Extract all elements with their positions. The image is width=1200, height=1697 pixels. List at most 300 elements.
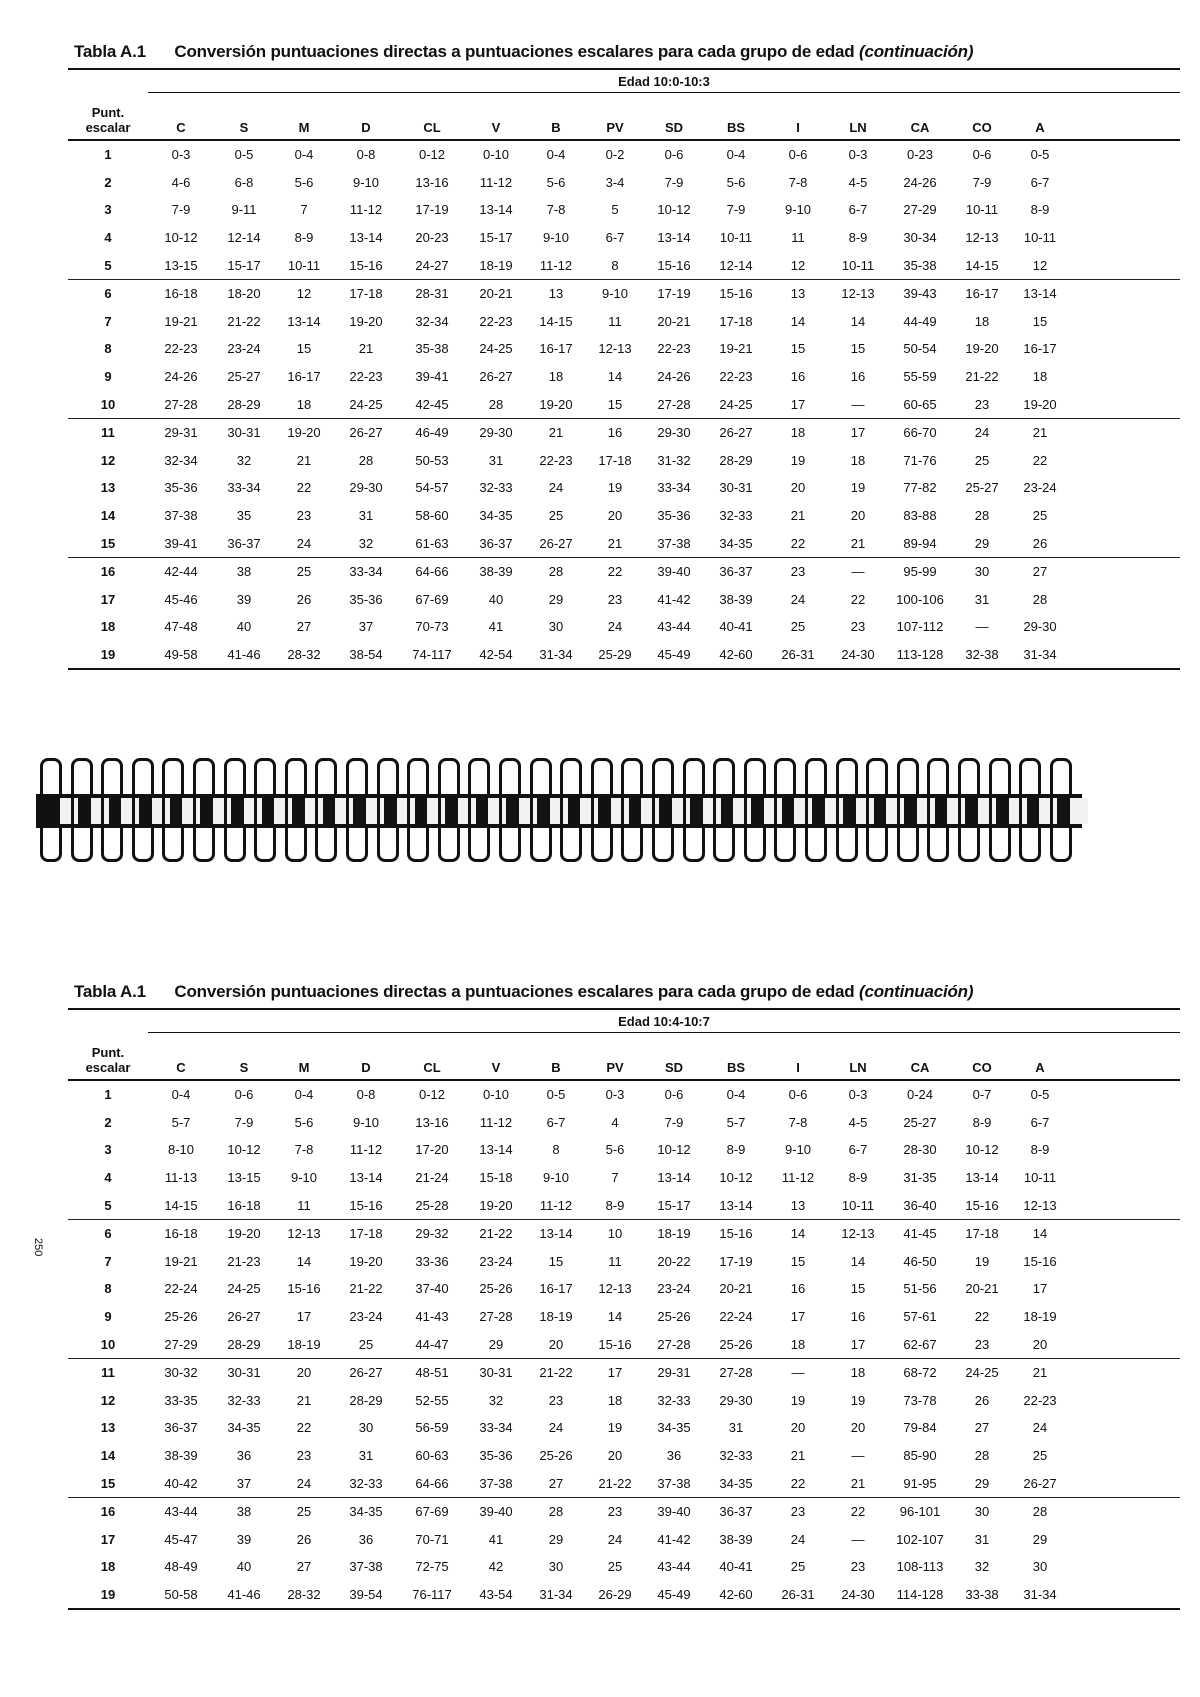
raw-range-cell: 15 <box>607 396 623 412</box>
raw-range-cell: 39-43 <box>903 286 937 302</box>
scaled-score-cell: 10 <box>100 1336 116 1352</box>
raw-range-cell: 100-106 <box>896 591 944 607</box>
raw-range-cell: 17-18 <box>349 1226 383 1242</box>
raw-range-cell: 19-20 <box>349 313 383 329</box>
scaled-score-cell: 1 <box>104 1087 112 1103</box>
raw-range-cell: 18 <box>850 1365 866 1381</box>
raw-range-cell: 19 <box>850 480 866 496</box>
raw-range-cell: 24-26 <box>903 174 937 190</box>
raw-range-cell: 23 <box>607 591 623 607</box>
raw-range-cell: 24-25 <box>965 1365 999 1381</box>
raw-range-cell: 31-34 <box>1023 1586 1057 1602</box>
binding-ring <box>132 758 154 862</box>
raw-range-cell: 5-6 <box>546 174 566 190</box>
raw-range-cell: 29 <box>974 1475 990 1491</box>
raw-range-cell: 26-27 <box>227 1309 261 1325</box>
raw-range-cell: 32 <box>488 1392 504 1408</box>
raw-range-cell: 96-101 <box>899 1504 941 1520</box>
raw-range-cell: 27-29 <box>164 1336 198 1352</box>
raw-range-cell: 41 <box>488 619 504 635</box>
raw-range-cell: 0-5 <box>1030 147 1050 163</box>
raw-range-cell: 41-43 <box>415 1309 449 1325</box>
raw-range-cell: 20 <box>1032 1336 1048 1352</box>
raw-range-cell: 38-54 <box>349 646 383 662</box>
raw-range-cell: 29-31 <box>657 1365 691 1381</box>
raw-range-cell: 45-47 <box>164 1531 198 1547</box>
table-row <box>68 502 1180 530</box>
raw-range-cell: 39-41 <box>415 369 449 385</box>
raw-range-cell: 27-28 <box>657 1336 691 1352</box>
column-header-cl: CL <box>423 1060 441 1075</box>
raw-range-cell: 114-128 <box>896 1586 944 1602</box>
table-row <box>68 1164 1180 1192</box>
table-row <box>68 1081 1180 1109</box>
punt-label: Punt. <box>91 105 125 120</box>
raw-range-cell: 12 <box>1032 257 1048 273</box>
table-row <box>68 251 1180 280</box>
raw-range-cell: 7-9 <box>234 1114 254 1130</box>
raw-range-cell: 27-28 <box>719 1365 753 1381</box>
raw-range-cell: 40 <box>236 1559 252 1575</box>
raw-range-cell: 11-12 <box>479 174 513 190</box>
raw-range-cell: 31-32 <box>657 452 691 468</box>
binding-ring <box>40 758 62 862</box>
raw-range-cell: 0-10 <box>482 1087 510 1103</box>
raw-range-cell: 16-17 <box>287 369 321 385</box>
raw-range-cell: 11-12 <box>349 1142 383 1158</box>
raw-range-cell: 40-42 <box>164 1475 198 1491</box>
raw-range-cell: 24 <box>790 591 806 607</box>
raw-range-cell: 8-9 <box>605 1197 625 1213</box>
raw-range-cell: 37-40 <box>415 1281 449 1297</box>
binding-ring <box>315 758 337 862</box>
raw-range-cell: 16-17 <box>539 1281 573 1297</box>
raw-range-cell: 34-35 <box>719 535 753 551</box>
raw-range-cell: 27 <box>1032 564 1048 580</box>
raw-range-cell: 25-27 <box>903 1114 937 1130</box>
scaled-score-cell: 17 <box>100 1531 116 1547</box>
raw-range-cell: 15-16 <box>657 257 691 273</box>
raw-range-cell: 20 <box>607 1448 623 1464</box>
scaled-score-cell: 19 <box>100 646 116 662</box>
raw-range-cell: 22 <box>607 564 623 580</box>
raw-range-cell: 30-31 <box>227 425 261 441</box>
column-header-v: V <box>491 120 501 135</box>
raw-range-cell: 42-44 <box>164 564 198 580</box>
raw-range-cell: 23 <box>850 619 866 635</box>
raw-range-cell: 0-3 <box>848 147 868 163</box>
raw-range-cell: 9-10 <box>290 1170 318 1186</box>
raw-range-cell: 21-22 <box>598 1475 632 1491</box>
binding-ring <box>377 758 399 862</box>
raw-range-cell: 16-17 <box>539 341 573 357</box>
raw-range-cell: 8-10 <box>167 1142 195 1158</box>
raw-range-cell: 35-36 <box>349 591 383 607</box>
raw-range-cell: 15 <box>790 1253 806 1269</box>
column-header-m: M <box>298 1060 310 1075</box>
binding-ring <box>1050 758 1072 862</box>
scaled-score-cell: 18 <box>100 1559 116 1575</box>
binding-ring <box>224 758 246 862</box>
raw-range-cell: 48-51 <box>415 1365 449 1381</box>
raw-range-cell: 17 <box>607 1365 623 1381</box>
raw-range-cell: 21-22 <box>539 1365 573 1381</box>
raw-range-cell: 18-19 <box>1023 1309 1057 1325</box>
raw-range-cell: 41-46 <box>227 646 261 662</box>
raw-range-cell: 18 <box>850 452 866 468</box>
raw-range-cell: 25 <box>296 1504 312 1520</box>
raw-range-cell: 18 <box>607 1392 623 1408</box>
raw-range-cell: 15-16 <box>349 1197 383 1213</box>
raw-range-cell: 43-44 <box>657 1559 691 1575</box>
binding-ring <box>774 758 796 862</box>
raw-range-cell: 25 <box>1032 508 1048 524</box>
raw-range-cell: 16-17 <box>965 286 999 302</box>
raw-range-cell: 19 <box>790 1392 806 1408</box>
raw-range-cell: 39-40 <box>479 1504 513 1520</box>
raw-range-cell: 7-9 <box>664 174 684 190</box>
raw-range-cell: 28 <box>488 396 504 412</box>
raw-range-cell: 9-10 <box>784 202 812 218</box>
raw-range-cell: 15 <box>850 341 866 357</box>
raw-range-cell: 32-38 <box>965 646 999 662</box>
raw-range-cell: 13-16 <box>415 174 449 190</box>
column-header-ln: LN <box>849 120 867 135</box>
raw-range-cell: 7-8 <box>294 1142 314 1158</box>
raw-range-cell: 14 <box>296 1253 312 1269</box>
raw-range-cell: 16-18 <box>164 286 198 302</box>
raw-range-cell: 17 <box>1032 1281 1048 1297</box>
raw-range-cell: 10-12 <box>719 1170 753 1186</box>
raw-range-cell: 15 <box>296 341 312 357</box>
raw-range-cell: 18-19 <box>287 1336 321 1352</box>
raw-range-cell: 24 <box>974 425 990 441</box>
raw-range-cell: 32-34 <box>415 313 449 329</box>
raw-range-cell: 19-21 <box>719 341 753 357</box>
raw-range-cell: 14-15 <box>965 257 999 273</box>
raw-range-cell: 10-11 <box>841 1197 875 1213</box>
raw-range-cell: 9-10 <box>352 1114 380 1130</box>
raw-range-cell: 21 <box>296 1392 312 1408</box>
raw-range-cell: 0-4 <box>546 147 566 163</box>
table-row <box>68 419 1180 447</box>
raw-range-cell: 22-23 <box>657 341 691 357</box>
raw-range-cell: 64-66 <box>415 1475 449 1491</box>
raw-range-cell: 33-35 <box>164 1392 198 1408</box>
raw-range-cell: 18 <box>296 396 312 412</box>
raw-range-cell: 26-27 <box>349 1365 383 1381</box>
scaled-score-cell: 10 <box>100 396 116 412</box>
raw-range-cell: 10-12 <box>657 1142 691 1158</box>
raw-range-cell: 20-21 <box>965 1281 999 1297</box>
column-header-m: M <box>298 120 310 135</box>
column-header-a: A <box>1035 120 1045 135</box>
raw-range-cell: 7-8 <box>788 1114 808 1130</box>
raw-range-cell: 102-107 <box>896 1531 944 1547</box>
raw-range-cell: 18 <box>790 1336 806 1352</box>
raw-range-cell: 68-72 <box>903 1365 937 1381</box>
raw-range-cell: 20 <box>607 508 623 524</box>
raw-range-cell: 51-56 <box>903 1281 937 1297</box>
raw-range-cell: 18-19 <box>539 1309 573 1325</box>
raw-range-cell: 25-28 <box>415 1197 449 1213</box>
raw-range-cell: 25-26 <box>539 1448 573 1464</box>
raw-range-cell: 29-31 <box>164 425 198 441</box>
raw-range-cell: 30 <box>548 1559 564 1575</box>
table-row <box>68 558 1180 586</box>
raw-range-cell: 58-60 <box>415 508 449 524</box>
raw-range-cell: 37-38 <box>349 1559 383 1575</box>
raw-range-cell: 5-7 <box>726 1114 746 1130</box>
table-row <box>68 1414 1180 1442</box>
raw-range-cell: 20 <box>790 1420 806 1436</box>
raw-range-cell: 34-35 <box>227 1420 261 1436</box>
raw-range-cell: — <box>851 564 865 580</box>
raw-range-cell: 22-23 <box>719 369 753 385</box>
raw-range-cell: 10-11 <box>841 257 875 273</box>
raw-range-cell: 32 <box>974 1559 990 1575</box>
raw-range-cell: 57-61 <box>903 1309 937 1325</box>
column-header-d: D <box>361 120 371 135</box>
raw-range-cell: 14-15 <box>164 1197 198 1213</box>
raw-range-cell: 7-8 <box>546 202 566 218</box>
scaled-score-cell: 3 <box>104 202 112 218</box>
raw-range-cell: 40 <box>488 591 504 607</box>
raw-range-cell: 21 <box>1032 1365 1048 1381</box>
raw-range-cell: 35 <box>236 508 252 524</box>
raw-range-cell: 19 <box>607 1420 623 1436</box>
table-row <box>68 141 1180 169</box>
spiral-binding <box>36 752 1082 862</box>
raw-range-cell: 17 <box>790 396 806 412</box>
raw-range-cell: 79-84 <box>903 1420 937 1436</box>
raw-range-cell: 23-24 <box>1023 480 1057 496</box>
column-header-v: V <box>491 1060 501 1075</box>
raw-range-cell: 34-35 <box>657 1420 691 1436</box>
raw-range-cell: 22-23 <box>1023 1392 1057 1408</box>
column-header-sd: SD <box>664 1060 684 1075</box>
raw-range-cell: 28 <box>1032 1504 1048 1520</box>
raw-range-cell: 33-34 <box>349 564 383 580</box>
raw-range-cell: 29-30 <box>349 480 383 496</box>
raw-range-cell: 41-42 <box>657 591 691 607</box>
raw-range-cell: 40 <box>236 619 252 635</box>
raw-range-cell: 10-12 <box>657 202 691 218</box>
raw-range-cell: 21-24 <box>415 1170 449 1186</box>
raw-range-cell: 32-34 <box>164 452 198 468</box>
table-row <box>68 1303 1180 1331</box>
raw-range-cell: 10-11 <box>719 230 753 246</box>
raw-range-cell: 46-50 <box>903 1253 937 1269</box>
raw-range-cell: 22-24 <box>719 1309 753 1325</box>
raw-range-cell: 36 <box>358 1531 374 1547</box>
raw-range-cell: 28 <box>548 1504 564 1520</box>
raw-range-cell: 30-31 <box>719 480 753 496</box>
raw-range-cell: 23 <box>850 1559 866 1575</box>
raw-range-cell: 19-20 <box>1023 396 1057 412</box>
raw-range-cell: 95-99 <box>903 564 937 580</box>
table-row <box>68 529 1180 558</box>
raw-range-cell: 36-40 <box>903 1197 937 1213</box>
raw-range-cell: 50-54 <box>903 341 937 357</box>
raw-range-cell: — <box>851 1448 865 1464</box>
raw-range-cell: 22 <box>296 480 312 496</box>
scaled-score-cell: 17 <box>100 591 116 607</box>
raw-range-cell: 17-19 <box>719 1253 753 1269</box>
raw-range-cell: 30 <box>358 1420 374 1436</box>
raw-range-cell: 5-6 <box>294 174 314 190</box>
raw-range-cell: 9-10 <box>352 174 380 190</box>
raw-range-cell: 21 <box>358 341 374 357</box>
raw-range-cell: 13-14 <box>965 1170 999 1186</box>
raw-range-cell: 23 <box>296 508 312 524</box>
scaled-score-cell: 6 <box>104 1226 112 1242</box>
binding-ring <box>958 758 980 862</box>
table-block-1 <box>68 42 1180 670</box>
raw-range-cell: 17-19 <box>657 286 691 302</box>
scaled-score-cell: 2 <box>104 174 112 190</box>
raw-range-cell: 31 <box>358 1448 374 1464</box>
raw-range-cell: 25 <box>358 1336 374 1352</box>
binding-ring <box>285 758 307 862</box>
raw-range-cell: 3-4 <box>605 174 625 190</box>
age-group-label: Edad 10:0-10:3 <box>618 74 710 89</box>
raw-range-cell: 12 <box>296 286 312 302</box>
scaled-score-cell: 3 <box>104 1142 112 1158</box>
raw-range-cell: 28-29 <box>227 396 261 412</box>
punt-label: Punt. <box>91 1045 125 1060</box>
raw-range-cell: 6-8 <box>234 174 254 190</box>
raw-range-cell: 24 <box>548 1420 564 1436</box>
raw-range-cell: 55-59 <box>903 369 937 385</box>
raw-range-cell: 36 <box>236 1448 252 1464</box>
binding-ring <box>101 758 123 862</box>
raw-range-cell: 20-21 <box>719 1281 753 1297</box>
raw-range-cell: 67-69 <box>415 591 449 607</box>
raw-range-cell: 7-9 <box>664 1114 684 1130</box>
raw-range-cell: 35-38 <box>903 257 937 273</box>
raw-range-cell: 16 <box>850 369 866 385</box>
raw-range-cell: 13-14 <box>657 230 691 246</box>
raw-range-cell: 32-33 <box>719 508 753 524</box>
raw-range-cell: 0-6 <box>234 1087 254 1103</box>
raw-range-cell: 13-15 <box>164 257 198 273</box>
raw-range-cell: 19-20 <box>539 396 573 412</box>
raw-range-cell: 24 <box>548 480 564 496</box>
raw-range-cell: 8-9 <box>848 230 868 246</box>
raw-range-cell: 16 <box>790 369 806 385</box>
raw-range-cell: 24-25 <box>349 396 383 412</box>
raw-range-cell: 7-9 <box>171 202 191 218</box>
raw-range-cell: 29-30 <box>719 1392 753 1408</box>
table-row <box>68 1330 1180 1359</box>
raw-range-cell: 60-65 <box>903 396 937 412</box>
raw-range-cell: 61-63 <box>415 535 449 551</box>
table-caption <box>74 42 1180 62</box>
raw-range-cell: 28 <box>974 1448 990 1464</box>
raw-range-cell: 10-12 <box>164 230 198 246</box>
raw-range-cell: 24 <box>296 535 312 551</box>
raw-range-cell: 26-31 <box>781 1586 815 1602</box>
raw-range-cell: 29 <box>548 591 564 607</box>
column-header-row <box>68 1033 1180 1081</box>
table-body <box>68 1081 1180 1610</box>
raw-range-cell: 21-22 <box>965 369 999 385</box>
raw-range-cell: 30 <box>1032 1559 1048 1575</box>
raw-range-cell: 54-57 <box>415 480 449 496</box>
raw-range-cell: 38-39 <box>479 564 513 580</box>
raw-range-cell: 12-13 <box>841 286 875 302</box>
raw-range-cell: 21-23 <box>227 1253 261 1269</box>
table-block-2 <box>68 982 1180 1610</box>
table-row <box>68 586 1180 614</box>
column-header-ca: CA <box>910 1060 930 1075</box>
raw-range-cell: 10 <box>607 1226 623 1242</box>
raw-range-cell: 26-27 <box>539 535 573 551</box>
raw-range-cell: 32-33 <box>657 1392 691 1408</box>
table-row <box>68 363 1180 391</box>
raw-range-cell: 23 <box>974 1336 990 1352</box>
raw-range-cell: 9-10 <box>601 286 629 302</box>
raw-range-cell: 26-27 <box>479 369 513 385</box>
raw-range-cell: 5 <box>611 202 619 218</box>
scaled-score-cell: 6 <box>104 286 112 302</box>
raw-range-cell: 76-117 <box>412 1586 452 1602</box>
table-row <box>68 1275 1180 1303</box>
raw-range-cell: 22 <box>790 535 806 551</box>
raw-range-cell: 26 <box>296 591 312 607</box>
table-row <box>68 1109 1180 1137</box>
raw-range-cell: 13 <box>790 1197 806 1213</box>
raw-range-cell: 28 <box>974 508 990 524</box>
raw-range-cell: 25 <box>974 452 990 468</box>
raw-range-cell: 20 <box>790 480 806 496</box>
raw-range-cell: 19-20 <box>349 1253 383 1269</box>
scaled-score-cell: 18 <box>100 619 116 635</box>
raw-range-cell: 15-16 <box>719 1226 753 1242</box>
table-row <box>68 1248 1180 1276</box>
table-row <box>68 335 1180 363</box>
raw-range-cell: 25-27 <box>965 480 999 496</box>
raw-range-cell: 31 <box>974 1531 990 1547</box>
raw-range-cell: 24 <box>1032 1420 1048 1436</box>
raw-range-cell: 27 <box>296 619 312 635</box>
raw-range-cell: 21-22 <box>479 1226 513 1242</box>
raw-range-cell: 19 <box>974 1253 990 1269</box>
raw-range-cell: 38-39 <box>719 1531 753 1547</box>
punt-escalar-header <box>68 1045 148 1079</box>
raw-range-cell: 39-40 <box>657 564 691 580</box>
raw-range-cell: — <box>975 619 989 635</box>
raw-range-cell: 21 <box>850 535 866 551</box>
raw-range-cell: 17-18 <box>598 452 632 468</box>
raw-range-cell: 18-19 <box>657 1226 691 1242</box>
scaled-score-cell: 15 <box>100 535 116 551</box>
raw-range-cell: 14 <box>790 313 806 329</box>
raw-range-cell: 36-37 <box>227 535 261 551</box>
raw-range-cell: 9-10 <box>784 1142 812 1158</box>
binding-ring <box>346 758 368 862</box>
raw-range-cell: 22 <box>790 1475 806 1491</box>
raw-range-cell: 17-18 <box>349 286 383 302</box>
raw-range-cell: 33-34 <box>227 480 261 496</box>
raw-range-cell: 62-67 <box>903 1336 937 1352</box>
scaled-score-cell: 13 <box>100 1420 116 1436</box>
raw-range-cell: 12-14 <box>227 230 261 246</box>
raw-range-cell: 26 <box>296 1531 312 1547</box>
raw-range-cell: 17-18 <box>719 313 753 329</box>
raw-range-cell: 107-112 <box>896 619 944 635</box>
